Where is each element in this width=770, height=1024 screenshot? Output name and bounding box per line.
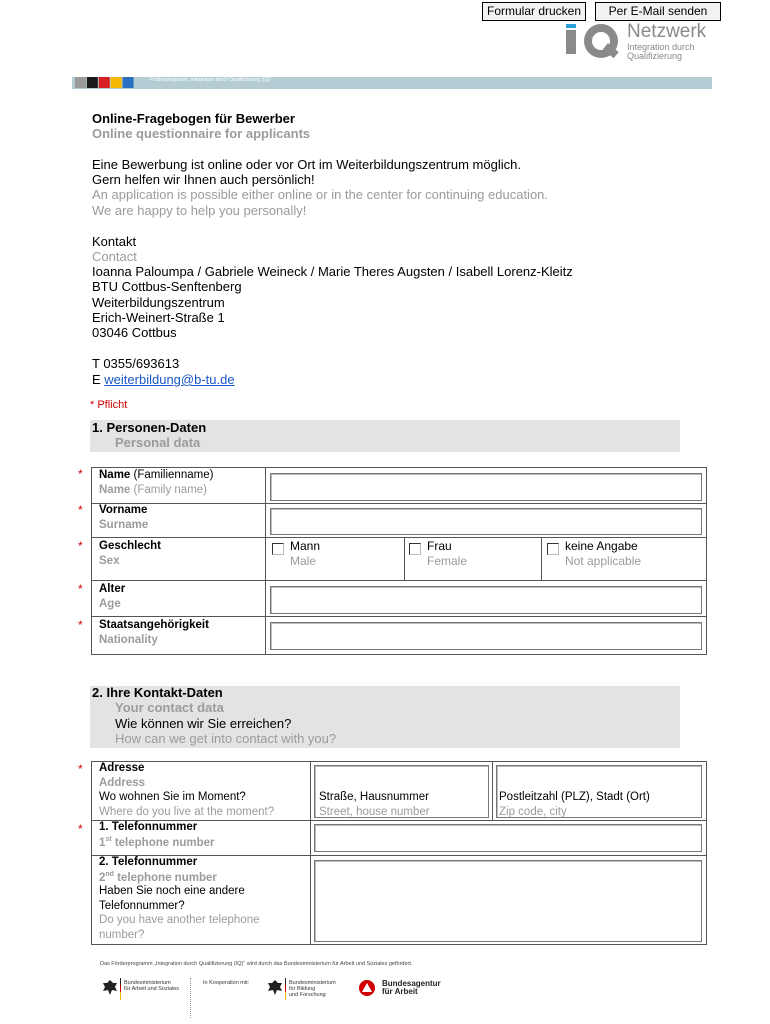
age-input[interactable] bbox=[270, 586, 702, 614]
logo-sub-line1: Integration durch bbox=[627, 42, 695, 52]
section2-title-en: Your contact data bbox=[115, 700, 224, 715]
address-label-en: Address bbox=[99, 777, 146, 789]
age-label-en: Age bbox=[99, 598, 121, 610]
phone2-sup: nd bbox=[105, 871, 114, 878]
zip-label: Postleitzahl (PLZ), Stadt (Ort) bbox=[499, 791, 650, 803]
required-mark: * bbox=[78, 618, 83, 632]
agency-line2: für Arbeit bbox=[382, 987, 418, 996]
nationality-input[interactable] bbox=[270, 622, 702, 650]
bmbf-line1: Bundesministerium bbox=[289, 980, 336, 986]
required-mark: * bbox=[78, 762, 83, 776]
address-question: Wo wohnen Sie im Moment? bbox=[99, 791, 246, 803]
intro-en-1: An application is possible either online or in the center for continuing education. bbox=[92, 187, 549, 202]
contact-label-en: Contact bbox=[92, 249, 137, 264]
age-label: Alter bbox=[99, 583, 126, 595]
male-label: Mann bbox=[290, 539, 321, 553]
sex-label-en: Sex bbox=[99, 555, 120, 567]
agency-line1: Bundesagentur bbox=[382, 979, 441, 988]
name-label-en-sub: (Family name) bbox=[133, 484, 208, 496]
stripe-text: Förderprogramm „Integration durch Qualifizierung (IQ)“ bbox=[150, 77, 272, 83]
phone2-label-en bbox=[99, 871, 217, 884]
bmbf-line2: für Bildung bbox=[289, 986, 316, 992]
phone1-input[interactable] bbox=[314, 824, 702, 852]
section2-question: Wie können wir Sie erreichen? bbox=[115, 716, 292, 731]
phone2-question-2: Telefonnummer? bbox=[99, 900, 185, 912]
section1-title-en: Personal data bbox=[115, 435, 201, 450]
email-send-button[interactable]: Per E-Mail senden bbox=[595, 2, 721, 21]
eagle-icon bbox=[101, 978, 119, 998]
required-mark: * bbox=[78, 539, 83, 553]
phone2-question-en-2: number? bbox=[99, 929, 145, 941]
nationality-label: Staatsangehörigkeit bbox=[99, 619, 209, 631]
bmas-line1: Bundesministerium bbox=[124, 980, 171, 986]
agency-logo-icon bbox=[358, 979, 376, 997]
contact-city: 03046 Cottbus bbox=[92, 325, 177, 340]
name-label-sub: (Familienname) bbox=[133, 469, 214, 481]
contact-org: BTU Cottbus-Senftenberg bbox=[92, 279, 242, 294]
color-blocks bbox=[72, 77, 142, 88]
vorname-label-en: Surname bbox=[99, 519, 149, 531]
logo-subtitle bbox=[627, 43, 695, 61]
agency-logo-text bbox=[382, 980, 441, 996]
surname-input[interactable] bbox=[270, 508, 702, 535]
not-applicable-checkbox[interactable] bbox=[547, 543, 559, 555]
section1-title: 1. Personen-Daten bbox=[92, 420, 207, 435]
required-note: * Pflicht bbox=[90, 399, 128, 411]
street-label: Straße, Hausnummer bbox=[319, 791, 429, 803]
phone1-num: 1 bbox=[99, 836, 106, 849]
required-mark: * bbox=[78, 467, 83, 481]
contact-label: Kontakt bbox=[92, 234, 137, 249]
zip-label-en: Zip code, city bbox=[499, 806, 567, 818]
address-label: Adresse bbox=[99, 762, 145, 774]
footer-funding-text: Das Förderprogramm „Integration durch Qualifizierung (IQ)“ wird durch das Bundesministerium für Arbeit und Soziales gefördert. bbox=[100, 961, 413, 967]
address-question-en: Where do you live at the moment? bbox=[99, 806, 275, 818]
female-checkbox[interactable] bbox=[409, 543, 421, 555]
eagle-icon bbox=[266, 978, 284, 998]
contact-email-link[interactable]: weiterbildung@b-tu.de bbox=[104, 372, 235, 387]
bmas-logo-text bbox=[124, 980, 179, 992]
contact-dept: Weiterbildungszentrum bbox=[92, 295, 225, 310]
vorname-label: Vorname bbox=[99, 504, 148, 516]
phone1-sup: st bbox=[105, 836, 112, 843]
not-applicable-label: keine Angabe bbox=[565, 539, 638, 553]
female-label-en: Female bbox=[427, 554, 468, 568]
required-mark: * bbox=[78, 503, 83, 517]
required-mark: * bbox=[78, 822, 83, 836]
phone2-input[interactable] bbox=[314, 860, 702, 942]
sex-label: Geschlecht bbox=[99, 540, 161, 552]
street-label-en: Street, house number bbox=[319, 806, 430, 818]
phone1-rest: telephone number bbox=[111, 836, 215, 849]
page-title: Online-Fragebogen für Bewerber bbox=[92, 111, 295, 126]
section2-question-en: How can we get into contact with you? bbox=[115, 731, 337, 746]
not-applicable-label-en: Not applicable bbox=[565, 554, 642, 568]
name-label-en-bold: Name bbox=[99, 484, 131, 496]
intro-en-2: We are happy to help you personally! bbox=[92, 203, 307, 218]
section2-title: 2. Ihre Kontakt-Daten bbox=[92, 685, 223, 700]
phone2-num: 2 bbox=[99, 871, 106, 884]
phone1-label: 1. Telefonnummer bbox=[99, 821, 198, 833]
name-input[interactable] bbox=[270, 473, 702, 501]
logo-name: Netzwerk bbox=[627, 21, 707, 42]
name-label bbox=[99, 469, 213, 481]
bmas-line2: für Arbeit und Soziales bbox=[124, 986, 180, 992]
cooperation-label: In Kooperation mit: bbox=[203, 980, 250, 986]
phone2-label: 2. Telefonnummer bbox=[99, 856, 198, 868]
contact-phone: T 0355/693613 bbox=[92, 356, 180, 371]
contact-email-row bbox=[92, 372, 235, 387]
logo-sub-line2: Qualifizierung bbox=[627, 51, 683, 61]
page-title-en: Online questionnaire for applicants bbox=[92, 126, 311, 141]
intro-de-1: Eine Bewerbung ist online oder vor Ort im Weiterbildungszentrum möglich. bbox=[92, 157, 521, 172]
male-label-en: Male bbox=[290, 554, 317, 568]
contact-names: Ioanna Paloumpa / Gabriele Weineck / Marie Theres Augsten / Isabell Lorenz-Kleitz bbox=[92, 264, 573, 279]
intro-de-2: Gern helfen wir Ihnen auch persönlich! bbox=[92, 172, 315, 187]
phone1-label-en bbox=[99, 836, 215, 849]
phone2-question-en-1: Do you have another telephone bbox=[99, 914, 260, 926]
print-form-button[interactable]: Formular drucken bbox=[482, 2, 586, 21]
phone2-rest: telephone number bbox=[113, 871, 217, 884]
name-label-bold: Name bbox=[99, 469, 131, 481]
email-prefix: E bbox=[92, 372, 101, 387]
contact-street: Erich-Weinert-Straße 1 bbox=[92, 310, 225, 325]
bmbf-line3: und Forschung bbox=[289, 992, 326, 998]
iq-logo bbox=[566, 24, 624, 58]
phone2-question-1: Haben Sie noch eine andere bbox=[99, 885, 245, 897]
male-checkbox[interactable] bbox=[272, 543, 284, 555]
nationality-label-en: Nationality bbox=[99, 634, 158, 646]
bmbf-logo-text bbox=[289, 980, 336, 998]
required-mark: * bbox=[78, 582, 83, 596]
name-label-en bbox=[99, 484, 207, 496]
female-label: Frau bbox=[427, 539, 452, 553]
